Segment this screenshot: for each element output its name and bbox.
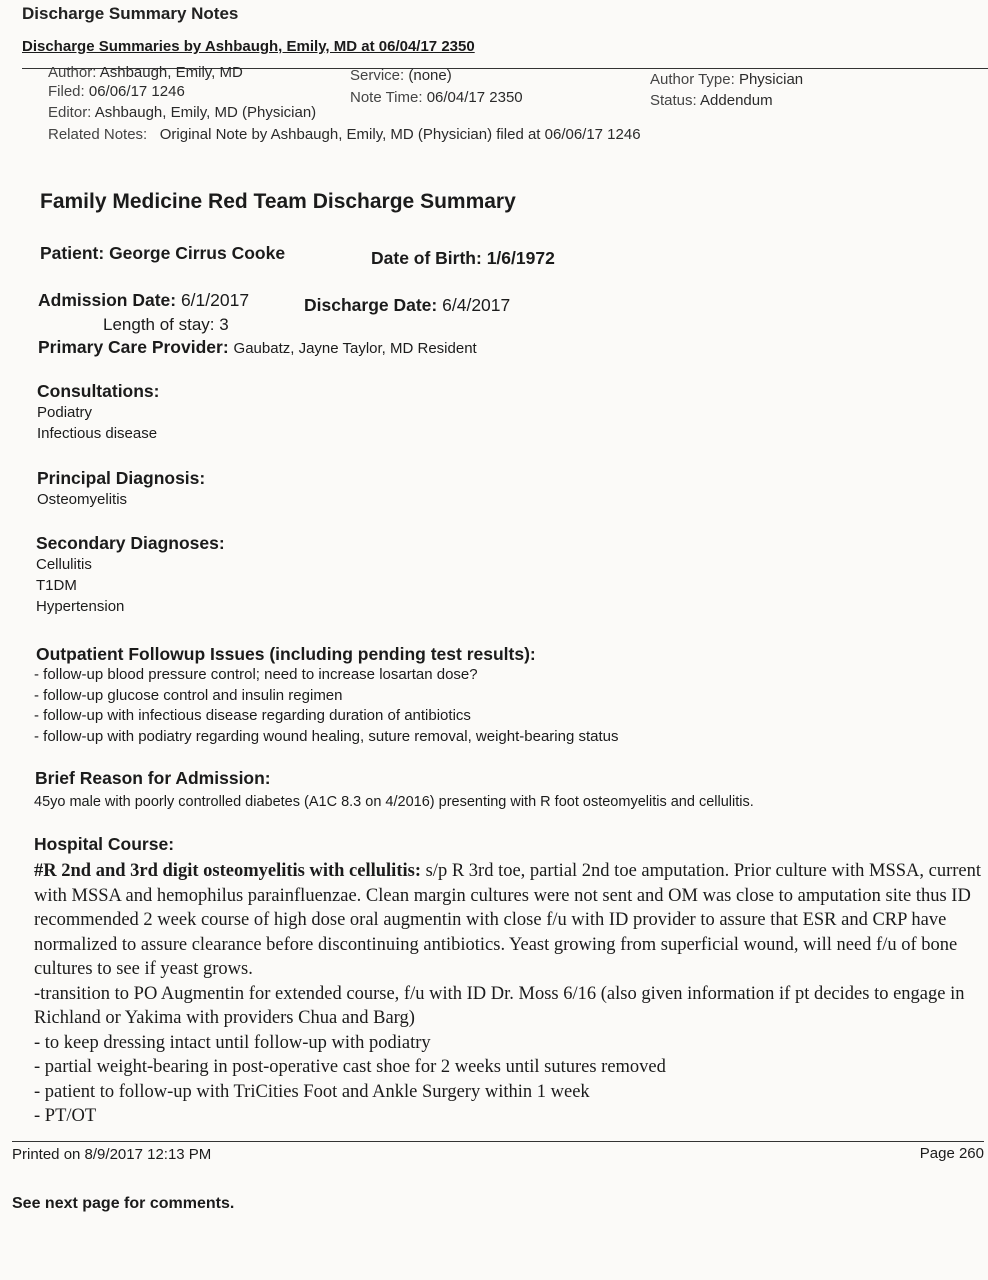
pcp-field [38, 337, 477, 358]
status-field [650, 92, 773, 109]
dob-label: Date of Birth: [371, 248, 482, 268]
status-value: Addendum [700, 92, 773, 109]
service-field [350, 67, 452, 84]
author-value: Ashbaugh, Emily, MD [99, 64, 243, 81]
patient-name: George Cirrus Cooke [109, 243, 286, 263]
course-paragraph [34, 859, 988, 982]
discharge-label: Discharge Date: [304, 295, 438, 315]
notes-header-title: Discharge Summary Notes [22, 4, 239, 23]
editor-field [48, 104, 316, 121]
printed-on: Printed on 8/9/2017 12:13 PM [12, 1146, 212, 1163]
pcp-label: Primary Care Provider: [38, 337, 229, 357]
author-type-label: Author Type: [650, 71, 735, 88]
list-item: - to keep dressing intact until follow-up with podiatry [34, 1032, 431, 1053]
list-item: - PT/OT [34, 1106, 97, 1126]
author-type-field [650, 71, 803, 88]
principal-diagnosis-heading: Principal Diagnosis: [37, 468, 206, 488]
page-number: Page 260 [919, 1145, 984, 1162]
author-field [48, 64, 243, 81]
list-item: Osteomyelitis [37, 491, 128, 508]
followup-list [34, 665, 618, 747]
list-item: - follow-up with infectious disease regarding duration of antibiotics [34, 707, 471, 724]
list-item: - patient to follow-up with TriCities Foot and Ankle Surgery within 1 week [34, 1081, 590, 1102]
list-item: - partial weight-bearing in post-operative cast shoe for 2 weeks until sutures removed [34, 1057, 666, 1077]
hospital-course-heading: Hospital Course: [34, 834, 175, 854]
editor-label: Editor: [48, 104, 92, 121]
note-time-field [350, 89, 523, 106]
reason-heading: Brief Reason for Admission: [35, 768, 271, 788]
list-item: - follow-up with podiatry regarding wound healing, suture removal, weight-bearing status [34, 727, 619, 745]
related-notes-label: Related Notes: [48, 126, 148, 143]
list-item: Podiatry [37, 404, 93, 421]
filed-label: Filed: [48, 83, 85, 100]
service-label: Service: [350, 67, 405, 84]
note-time-label: Note Time: [350, 89, 423, 106]
note-time-value: 06/04/17 2350 [426, 89, 523, 106]
course-diagnosis-label: #R 2nd and 3rd digit osteomyelitis with cellulitis: [34, 861, 421, 881]
list-item: -transition to PO Augmentin for extended course, f/u with ID Dr. Moss 6/16 (also given information if pt decides to engage in Richland or Yakima with providers Chua and Barg) [34, 983, 965, 1028]
list-item: Infectious disease [37, 425, 158, 442]
list-item: - follow-up blood pressure control; need to increase losartan dose? [34, 666, 478, 683]
consultations-list [37, 402, 157, 444]
service-value: (none) [408, 67, 452, 84]
reason-text: 45yo male with poorly controlled diabetes (A1C 8.3 on 4/2016) presenting with R foot osteomyelitis and cellulitis. [34, 794, 754, 810]
discharge-value: 6/4/2017 [442, 295, 511, 315]
document-title: Family Medicine Red Team Discharge Summary [40, 190, 516, 213]
consultations-heading: Consultations: [37, 381, 160, 401]
author-type-value: Physician [738, 71, 804, 88]
length-of-stay: Length of stay: 3 [103, 315, 229, 334]
summary-link[interactable]: Discharge Summaries by Ashbaugh, Emily, MD at 06/04/17 2350 [22, 38, 475, 55]
related-notes-link[interactable]: Original Note by Ashbaugh, Emily, MD (Physician) filed at 06/06/17 1246 [159, 126, 641, 143]
admission-label: Admission Date: [38, 290, 177, 310]
secondary-diagnoses-list [36, 554, 124, 617]
filed-field [48, 83, 185, 100]
related-notes-field [48, 126, 641, 143]
dob-value: 1/6/1972 [486, 248, 555, 268]
principal-diagnosis-list [37, 489, 127, 510]
course-description: s/p R 3rd toe, partial 2nd toe amputation. Prior culture with MSSA, current with MSSA and hemophilus parainfluenzae. Clean margin cultures were not sent and OM was close to amputation site thus ID recommended 2 week course of high dose oral augmentin with close f/u with ID provider to assure that ESR and CRP have normalized to assure clearance before discontinuing antibiotics. Yeast growing from superficial wound, will need f/u of bone cultures to see if yeast grows. [34, 861, 982, 979]
status-label: Status: [650, 92, 697, 109]
patient-field [40, 243, 285, 264]
footer-divider [12, 1141, 984, 1142]
list-item: Cellulitis [36, 556, 92, 573]
hospital-course [34, 859, 988, 1129]
author-label: Author: [48, 64, 97, 81]
editor-value: Ashbaugh, Emily, MD (Physician) [94, 104, 317, 121]
filed-value: 06/06/17 1246 [88, 83, 185, 100]
secondary-diagnoses-heading: Secondary Diagnoses: [36, 533, 225, 553]
see-next-page-note: See next page for comments. [12, 1195, 235, 1212]
list-item: T1DM [36, 577, 77, 594]
admission-field [38, 290, 249, 311]
pcp-value: Gaubatz, Jayne Taylor, MD Resident [233, 340, 477, 357]
list-item: Hypertension [36, 598, 125, 615]
dob-field [371, 248, 555, 269]
admission-value: 6/1/2017 [180, 290, 250, 310]
followup-heading: Outpatient Followup Issues (including pending test results): [36, 644, 536, 664]
list-item: - follow-up glucose control and insulin regimen [34, 686, 343, 704]
discharge-field [304, 295, 510, 316]
patient-label: Patient: [40, 243, 105, 263]
